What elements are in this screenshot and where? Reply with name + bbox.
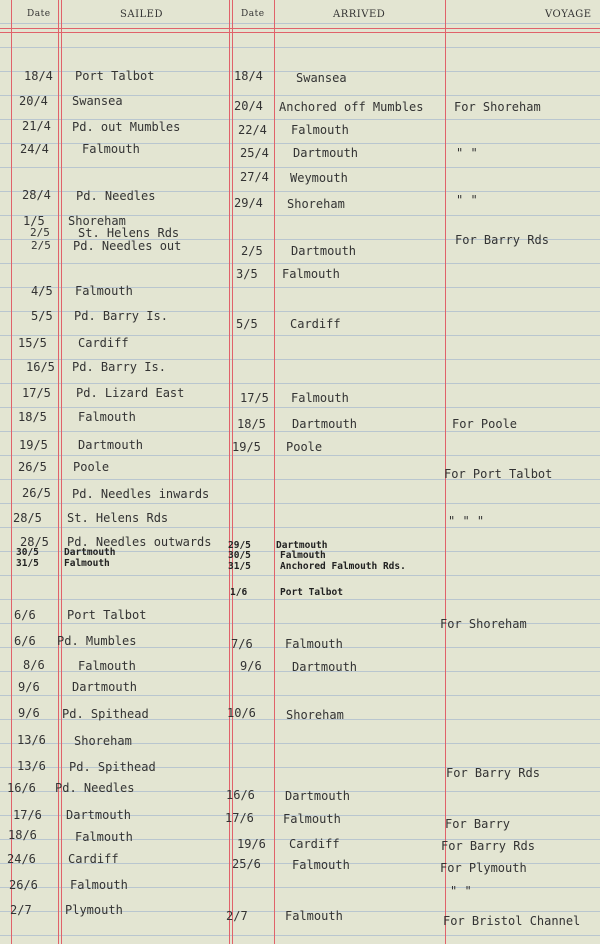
sailed-place: Pd. Mumbles	[57, 634, 137, 648]
voyage: For Barry Rds	[455, 233, 549, 247]
arrived-place: Cardiff	[290, 317, 341, 331]
sailed-date: 8/6	[23, 658, 45, 672]
sailed-date: 24/6	[7, 852, 36, 866]
voyage: For Port Talbot	[444, 467, 553, 481]
sailed-place: Falmouth	[70, 878, 128, 892]
sailed-date: 26/6	[9, 878, 38, 892]
arrived-date: 3/5	[236, 267, 258, 281]
arrived-date: 29/4	[234, 196, 263, 210]
header-rule-2	[0, 32, 600, 33]
sailed-place: Pd. Spithead	[69, 760, 156, 774]
sailed-date: 18/5	[18, 410, 47, 424]
voyage: For Barry	[445, 817, 511, 831]
margin-line	[11, 0, 12, 944]
voyage: For Bristol Channel	[443, 914, 581, 928]
arrived-place: Dartmouth	[276, 540, 328, 551]
arrived-place: Swansea	[296, 71, 347, 85]
voyage: For Barry Rds	[446, 766, 540, 780]
header-sailed: SAILED	[120, 9, 163, 20]
sailed-date: 16/6	[7, 781, 36, 795]
sailed-place: Pd. Needles	[55, 781, 135, 795]
arrived-place: Dartmouth	[285, 789, 351, 803]
sailed-date: 2/5	[30, 226, 50, 239]
sailed-place: St. Helens Rds	[67, 511, 169, 525]
arrived-date: 18/5	[237, 417, 266, 431]
sailed-date: 20/4	[19, 94, 48, 108]
arrived-date: 22/4	[238, 123, 267, 137]
sailed-date: 28/5	[20, 535, 49, 549]
arrived-place: Falmouth	[285, 637, 343, 651]
sailed-date: 6/6	[14, 634, 36, 648]
arrived-place: Falmouth	[285, 909, 343, 923]
sailed-place: Falmouth	[82, 142, 140, 156]
voyage: For Poole	[452, 417, 518, 431]
arrived-place: Shoreham	[287, 197, 345, 211]
sailed-place: Dartmouth	[72, 680, 138, 694]
sailed-date: 30/5	[16, 547, 39, 558]
arrived-place: Falmouth	[282, 267, 340, 281]
voyage: " "	[450, 884, 472, 898]
sailed-date: 17/5	[22, 386, 51, 400]
column-divider-2	[229, 0, 230, 944]
sailed-place: Pd. Needles	[76, 189, 156, 203]
sailed-date: 9/6	[18, 680, 40, 694]
sailed-place: Pd. Barry Is.	[72, 360, 166, 374]
sailed-place: Pd. Needles outwards	[67, 535, 212, 549]
sailed-place: Dartmouth	[66, 808, 132, 822]
arrived-date: 25/6	[232, 857, 261, 871]
arrived-date: 31/5	[228, 561, 251, 572]
sailed-place: Falmouth	[64, 558, 110, 569]
sailed-place: Falmouth	[78, 659, 136, 673]
sailed-date: 28/4	[22, 188, 51, 202]
arrived-date: 20/4	[234, 99, 263, 113]
arrived-place: Falmouth	[291, 123, 349, 137]
sailed-place: Falmouth	[75, 284, 133, 298]
arrived-date: 2/5	[241, 244, 263, 258]
arrived-date: 18/4	[234, 69, 263, 83]
header-rule	[0, 28, 600, 29]
sailed-date: 26/5	[22, 486, 51, 500]
sailed-date: 13/6	[17, 759, 46, 773]
sailed-date: 18/6	[8, 828, 37, 842]
sailed-date: 6/6	[14, 608, 36, 622]
sailed-date: 2/7	[10, 903, 32, 917]
arrived-place: Falmouth	[280, 550, 326, 561]
sailed-place: Dartmouth	[78, 438, 144, 452]
arrived-place: Dartmouth	[292, 417, 358, 431]
arrived-date: 7/6	[231, 637, 253, 651]
sailed-date: 13/6	[17, 733, 46, 747]
column-divider-1	[58, 0, 59, 944]
header-voyage: VOYAGE	[545, 9, 592, 20]
voyage: For Shoreham	[440, 617, 527, 631]
arrived-place: Port Talbot	[280, 587, 343, 598]
sailed-date: 21/4	[22, 119, 51, 133]
sailed-date: 18/4	[24, 69, 53, 83]
sailed-date: 24/4	[20, 142, 49, 156]
sailed-place: St. Helens Rds	[78, 226, 180, 240]
arrived-date: 19/5	[232, 440, 261, 454]
sailed-date: 16/5	[26, 360, 55, 374]
voyage: For Shoreham	[454, 100, 541, 114]
arrived-place: Poole	[286, 440, 323, 454]
sailed-date: 2/5	[31, 239, 51, 252]
sailed-place: Dartmouth	[64, 547, 116, 558]
sailed-place: Shoreham	[74, 734, 132, 748]
voyage: For Barry Rds	[441, 839, 535, 853]
arrived-place: Weymouth	[290, 171, 348, 185]
arrived-date: 16/6	[226, 788, 255, 802]
arrived-place: Dartmouth	[291, 244, 357, 258]
sailed-place: Cardiff	[78, 336, 129, 350]
sailed-date: 4/5	[31, 284, 53, 298]
sailed-date: 5/5	[31, 309, 53, 323]
sailed-place: Plymouth	[65, 903, 123, 917]
arrived-date: 30/5	[228, 550, 251, 561]
sailed-date: 26/5	[18, 460, 47, 474]
sailed-date: 28/5	[13, 511, 42, 525]
sailed-place: Port Talbot	[67, 608, 147, 622]
sailed-date: 19/5	[19, 438, 48, 452]
sailed-place: Pd. Lizard East	[76, 386, 185, 400]
sailed-place: Poole	[73, 460, 110, 474]
sailed-place: Pd. Needles out	[73, 239, 182, 253]
arrived-date: 27/4	[240, 170, 269, 184]
arrived-place: Anchored off Mumbles	[279, 100, 424, 114]
arrived-place: Cardiff	[289, 837, 340, 851]
sailed-place: Falmouth	[78, 410, 136, 424]
sailed-place: Pd. Barry Is.	[74, 309, 168, 323]
voyage: " "	[456, 193, 478, 207]
sailed-place: Pd. Needles inwards	[72, 487, 210, 501]
sailed-place: Cardiff	[68, 852, 119, 866]
arrived-date: 2/7	[226, 909, 248, 923]
arrived-place: Dartmouth	[292, 660, 358, 674]
arrived-date: 10/6	[227, 706, 256, 720]
sailed-date: 1/5	[23, 214, 45, 228]
voyage: " " "	[448, 514, 485, 528]
sailed-date: 31/5	[16, 558, 39, 569]
arrived-date: 17/6	[225, 811, 254, 825]
voyage: For Plymouth	[440, 861, 527, 875]
arrived-date: 25/4	[240, 146, 269, 160]
sailed-place: Falmouth	[75, 830, 133, 844]
arrived-place: Falmouth	[292, 858, 350, 872]
sailed-date: 9/6	[18, 706, 40, 720]
sailed-place: Pd. Spithead	[62, 707, 149, 721]
column-divider-3	[274, 0, 275, 944]
sailed-place: Shoreham	[68, 214, 126, 228]
arrived-date: 1/6	[230, 587, 248, 598]
arrived-date: 9/6	[240, 659, 262, 673]
header-date-sailed: Date	[27, 9, 51, 19]
header-date-arrived: Date	[241, 9, 265, 19]
arrived-place: Falmouth	[283, 812, 341, 826]
arrived-date: 17/5	[240, 391, 269, 405]
header-arrived: ARRIVED	[333, 9, 386, 20]
voyage: " "	[456, 146, 478, 160]
arrived-date: 5/5	[236, 317, 258, 331]
arrived-place: Anchored Falmouth Rds.	[280, 561, 406, 572]
arrived-place: Shoreham	[286, 708, 344, 722]
sailed-place: Port Talbot	[75, 69, 155, 83]
arrived-date: 19/6	[237, 837, 266, 851]
sailed-date: 15/5	[18, 336, 47, 350]
arrived-place: Dartmouth	[293, 146, 359, 160]
arrived-date: 29/5	[228, 540, 251, 551]
sailed-date: 17/6	[13, 808, 42, 822]
sailed-place: Pd. out Mumbles	[72, 120, 181, 134]
arrived-place: Falmouth	[291, 391, 349, 405]
sailed-place: Swansea	[72, 94, 123, 108]
